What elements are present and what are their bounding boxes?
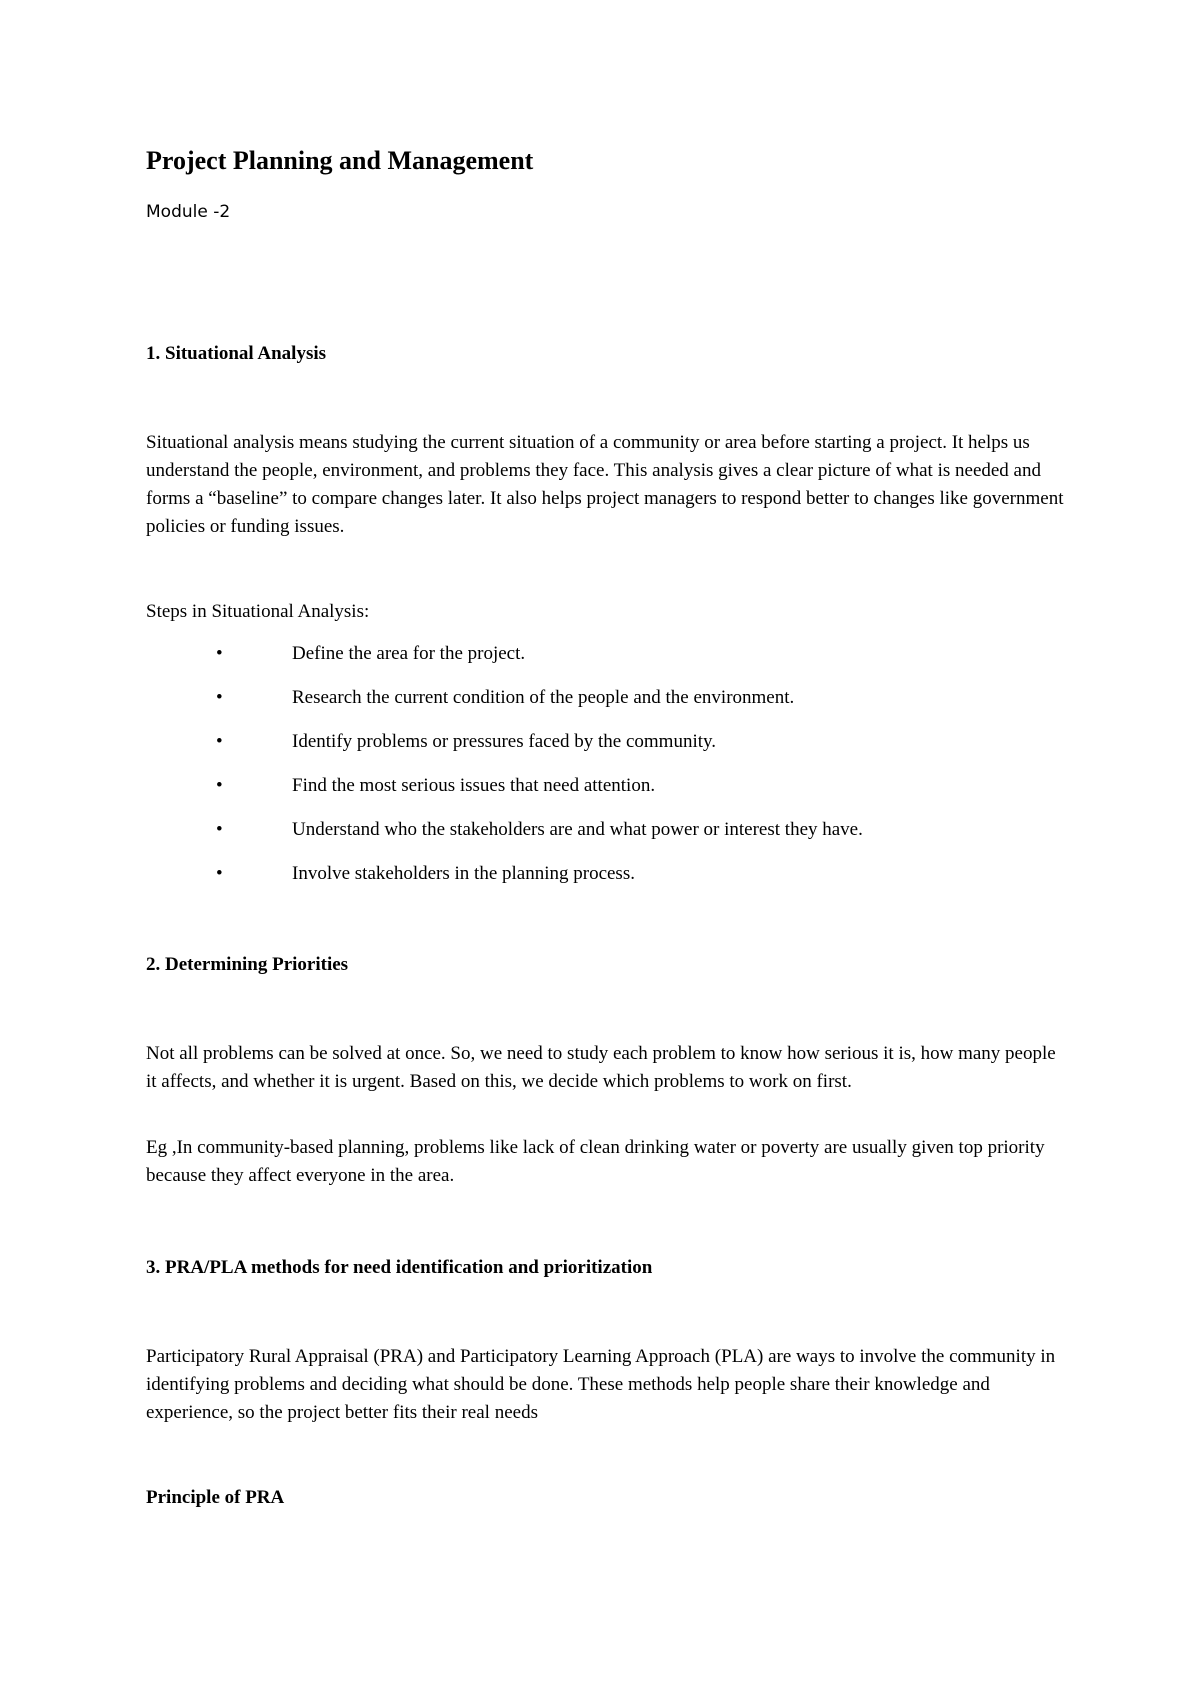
section-heading-situational-analysis: 1. Situational Analysis — [146, 343, 327, 364]
steps-label: Steps in Situational Analysis: — [146, 601, 370, 622]
situational-analysis-paragraph: Situational analysis means studying the current situation of a community or area before starting a project. It helps us understand the people, environment, and problems they face. This analysis gives a clear picture of what is needed and forms a “baseline” to compare changes later. It also helps project managers to respond better to changes like government policies or funding issues. — [146, 432, 1064, 537]
module-label: Module -2 — [146, 202, 231, 222]
list-item — [146, 640, 1066, 684]
list-item — [146, 816, 1066, 860]
step-text: Involve stakeholders in the planning process. — [292, 863, 635, 884]
bullet-icon: • — [216, 775, 223, 796]
list-item — [146, 860, 1066, 904]
determining-priorities-paragraph: Not all problems can be solved at once. So, we need to study each problem to know how serious it is, how many people it affects, and whether it is urgent. Based on this, we decide which problems to work on first. — [146, 1043, 1056, 1092]
section-heading-pra-pla-methods: 3. PRA/PLA methods for need identification and prioritization — [146, 1257, 653, 1278]
step-text: Define the area for the project. — [292, 643, 526, 664]
bullet-icon: • — [216, 863, 223, 884]
step-text: Research the current condition of the people and the environment. — [292, 687, 795, 708]
step-text: Identify problems or pressures faced by the community. — [292, 731, 717, 752]
determining-priorities-example: Eg ,In community-based planning, problems like lack of clean drinking water or poverty are usually given top priority because they affect everyone in the area. — [146, 1137, 1045, 1186]
step-text: Find the most serious issues that need attention. — [292, 775, 656, 796]
steps-list — [146, 640, 1066, 904]
bullet-icon: • — [216, 819, 223, 840]
pra-pla-paragraph: Participatory Rural Appraisal (PRA) and Participatory Learning Approach (PLA) are ways to involve the community in identifying problems and deciding what should be done. These methods help people share their knowledge and experience, so the project better fits their real needs — [146, 1346, 1056, 1423]
bullet-icon: • — [216, 731, 223, 752]
section-heading-determining-priorities: 2. Determining Priorities — [146, 954, 349, 975]
document-title: Project Planning and Management — [146, 146, 534, 175]
list-item — [146, 772, 1066, 816]
subheading-principle-of-pra: Principle of PRA — [146, 1487, 285, 1508]
list-item — [146, 728, 1066, 772]
list-item — [146, 684, 1066, 728]
bullet-icon: • — [216, 687, 223, 708]
bullet-icon: • — [216, 643, 223, 664]
step-text: Understand who the stakeholders are and what power or interest they have. — [292, 819, 863, 840]
